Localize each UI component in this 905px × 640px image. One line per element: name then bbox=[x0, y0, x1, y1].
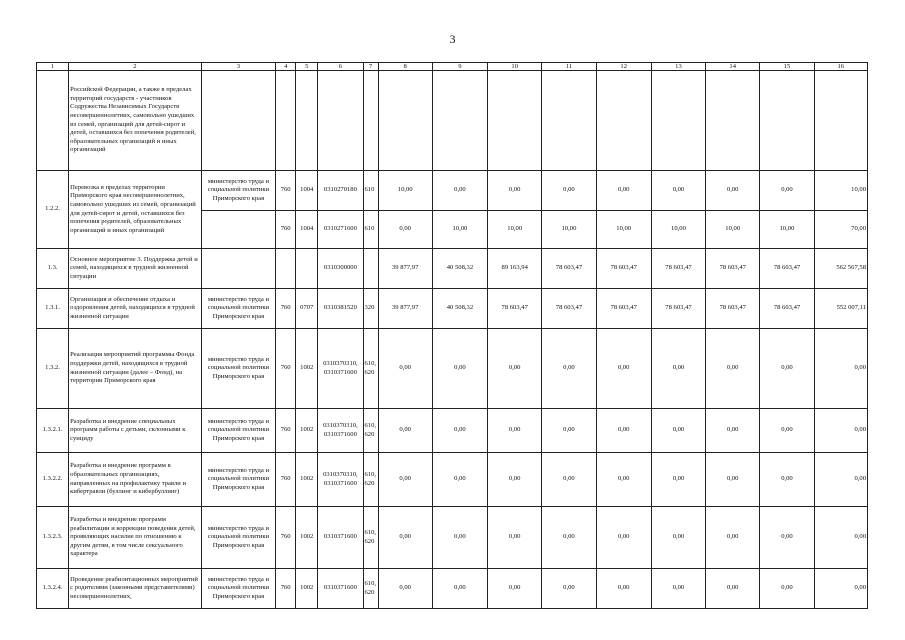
value-cell bbox=[542, 71, 596, 171]
item-executor: министерство труда и социальной политики Приморского края bbox=[201, 289, 275, 329]
header-cell: 3 bbox=[201, 63, 275, 71]
code-grbs: 760 bbox=[276, 329, 296, 409]
code-vr: 610 bbox=[363, 171, 378, 211]
code-vr: 320 bbox=[363, 289, 378, 329]
value-cell: 0,00 bbox=[378, 569, 432, 609]
item-number: 1.3.2. bbox=[37, 329, 69, 409]
code-csr: 0310300000 bbox=[318, 249, 363, 289]
code-rzpr: 1004 bbox=[296, 211, 318, 249]
value-cell bbox=[706, 71, 760, 171]
value-cell: 0,00 bbox=[488, 171, 542, 211]
value-cell: 0,00 bbox=[432, 409, 487, 453]
item-number: 1.2.2. bbox=[37, 171, 69, 249]
value-cell: 0,00 bbox=[542, 329, 596, 409]
value-cell: 0,00 bbox=[542, 569, 596, 609]
code-csr: 0310370310, 0310371600 bbox=[318, 409, 363, 453]
value-cell: 0,00 bbox=[760, 453, 814, 507]
value-cell: 0,00 bbox=[542, 507, 596, 569]
header-cell: 12 bbox=[596, 63, 651, 71]
value-cell: 10,00 bbox=[596, 211, 651, 249]
value-cell: 0,00 bbox=[488, 329, 542, 409]
total-cell: 562 567,58 bbox=[814, 249, 867, 289]
total-cell: 0,00 bbox=[814, 507, 867, 569]
item-description: Перевозка в пределах территории Приморского края несовершеннолетних, самовольно ушедших из семей, организаций для детей-сирот и детей, оставшихся без попечения родителей, образовательных организаций и иных организаций bbox=[69, 171, 202, 249]
value-cell: 0,00 bbox=[488, 409, 542, 453]
column-number-row bbox=[37, 63, 868, 71]
item-description: Разработка и внедрение программ в образовательных организациях, направленных на профилактику травли и кибертравли (буллинг и кибербуллинг) bbox=[69, 453, 202, 507]
value-cell: 39 877,97 bbox=[378, 249, 432, 289]
code-rzpr: 1002 bbox=[296, 453, 318, 507]
value-cell: 39 877,97 bbox=[378, 289, 432, 329]
total-cell: 552 007,11 bbox=[814, 289, 867, 329]
value-cell: 0,00 bbox=[651, 569, 705, 609]
code-csr: 0310370310, 0310371600 bbox=[318, 453, 363, 507]
table-row bbox=[37, 507, 868, 569]
value-cell: 0,00 bbox=[432, 171, 487, 211]
value-cell: 0,00 bbox=[596, 409, 651, 453]
table-row bbox=[37, 409, 868, 453]
value-cell bbox=[488, 71, 542, 171]
value-cell: 89 163,94 bbox=[488, 249, 542, 289]
value-cell: 0,00 bbox=[651, 171, 705, 211]
code-grbs: 760 bbox=[276, 409, 296, 453]
value-cell: 10,00 bbox=[651, 211, 705, 249]
code-rzpr: 1002 bbox=[296, 409, 318, 453]
value-cell bbox=[651, 71, 705, 171]
value-cell: 10,00 bbox=[706, 211, 760, 249]
value-cell: 0,00 bbox=[378, 453, 432, 507]
code-vr: 610, 620 bbox=[363, 409, 378, 453]
header-cell: 6 bbox=[318, 63, 363, 71]
code-csr: 0310271600 bbox=[318, 211, 363, 249]
value-cell: 0,00 bbox=[706, 453, 760, 507]
value-cell: 0,00 bbox=[488, 569, 542, 609]
item-executor: министерство труда и социальной политики Приморского края bbox=[201, 453, 275, 507]
header-cell: 11 bbox=[542, 63, 596, 71]
item-number bbox=[37, 71, 69, 171]
value-cell: 0,00 bbox=[378, 409, 432, 453]
value-cell: 0,00 bbox=[706, 569, 760, 609]
table-row bbox=[37, 569, 868, 609]
value-cell: 10,00 bbox=[488, 211, 542, 249]
header-cell: 1 bbox=[37, 63, 69, 71]
code-vr: 610, 620 bbox=[363, 569, 378, 609]
value-cell: 0,00 bbox=[596, 569, 651, 609]
item-number: 1.3.2.4. bbox=[37, 569, 69, 609]
item-executor: министерство труда и социальной политики Приморского края bbox=[201, 171, 275, 211]
value-cell: 0,00 bbox=[651, 329, 705, 409]
item-description: Проведение реабилитационных мероприятий с родителями (законными представителями) несовершеннолетних, bbox=[69, 569, 202, 609]
value-cell: 0,00 bbox=[760, 329, 814, 409]
code-grbs: 760 bbox=[276, 453, 296, 507]
page-number: 3 bbox=[449, 32, 456, 46]
value-cell: 0,00 bbox=[432, 329, 487, 409]
value-cell: 0,00 bbox=[432, 569, 487, 609]
value-cell: 10,00 bbox=[378, 171, 432, 211]
value-cell: 0,00 bbox=[760, 507, 814, 569]
value-cell: 0,00 bbox=[651, 507, 705, 569]
code-csr: 0310371600 bbox=[318, 507, 363, 569]
value-cell: 0,00 bbox=[596, 329, 651, 409]
table-row bbox=[37, 453, 868, 507]
code-grbs: 760 bbox=[276, 289, 296, 329]
value-cell bbox=[378, 71, 432, 171]
value-cell: 0,00 bbox=[760, 171, 814, 211]
value-cell: 78 603,47 bbox=[760, 289, 814, 329]
code-csr: 0310371600 bbox=[318, 569, 363, 609]
item-number: 1.3.2.2. bbox=[37, 453, 69, 507]
value-cell: 78 603,47 bbox=[542, 249, 596, 289]
header-cell: 15 bbox=[760, 63, 814, 71]
code-vr bbox=[363, 249, 378, 289]
code-grbs: 760 bbox=[276, 507, 296, 569]
item-executor bbox=[201, 211, 275, 249]
value-cell: 0,00 bbox=[651, 409, 705, 453]
header-cell: 7 bbox=[363, 63, 378, 71]
code-csr: 0310381520 bbox=[318, 289, 363, 329]
value-cell: 0,00 bbox=[706, 329, 760, 409]
code-grbs: 760 bbox=[276, 171, 296, 211]
item-executor bbox=[201, 249, 275, 289]
code-csr bbox=[318, 71, 363, 171]
code-vr: 610 bbox=[363, 211, 378, 249]
header-cell: 16 bbox=[814, 63, 867, 71]
item-number: 1.3. bbox=[37, 249, 69, 289]
value-cell bbox=[760, 71, 814, 171]
item-description: Разработка и внедрение специальных программ работы с детьми, склонными к суициду bbox=[69, 409, 202, 453]
code-rzpr bbox=[296, 71, 318, 171]
header-cell: 5 bbox=[296, 63, 318, 71]
item-description: Российской Федерации, а также в пределах территорий государств - участников Содружества Независимых Государств несовершеннолетних, самовольно ушедших из семей, организаций для детей-сирот и детей, оставшихся без попечения родителей, образовательных организаций и иных организаций bbox=[69, 71, 202, 171]
value-cell: 78 603,47 bbox=[651, 289, 705, 329]
total-cell: 70,00 bbox=[814, 211, 867, 249]
item-executor: министерство труда и социальной политики Приморского края bbox=[201, 569, 275, 609]
header-cell: 13 bbox=[651, 63, 705, 71]
value-cell: 0,00 bbox=[596, 453, 651, 507]
value-cell: 0,00 bbox=[760, 409, 814, 453]
value-cell: 0,00 bbox=[706, 507, 760, 569]
value-cell: 40 508,32 bbox=[432, 249, 487, 289]
table-row bbox=[37, 171, 868, 211]
value-cell: 78 603,47 bbox=[706, 289, 760, 329]
item-executor: министерство труда и социальной политики Приморского края bbox=[201, 329, 275, 409]
value-cell: 0,00 bbox=[596, 507, 651, 569]
item-description: Разработка и внедрение программ реабилитации и коррекции поведения детей, проявляющих насилие по отношению к другим детям, в том числе сексуального характера bbox=[69, 507, 202, 569]
header-cell: 2 bbox=[69, 63, 202, 71]
value-cell: 0,00 bbox=[542, 453, 596, 507]
value-cell: 78 603,47 bbox=[706, 249, 760, 289]
code-rzpr bbox=[296, 249, 318, 289]
table-row bbox=[37, 329, 868, 409]
item-number: 1.3.2.1. bbox=[37, 409, 69, 453]
total-cell: 0,00 bbox=[814, 409, 867, 453]
value-cell: 0,00 bbox=[488, 453, 542, 507]
value-cell: 0,00 bbox=[488, 507, 542, 569]
budget-table bbox=[36, 62, 868, 609]
value-cell: 10,00 bbox=[760, 211, 814, 249]
table-row bbox=[37, 249, 868, 289]
value-cell: 0,00 bbox=[706, 171, 760, 211]
code-vr: 610, 620 bbox=[363, 329, 378, 409]
value-cell bbox=[596, 71, 651, 171]
value-cell: 0,00 bbox=[542, 171, 596, 211]
code-rzpr: 1004 bbox=[296, 171, 318, 211]
value-cell: 0,00 bbox=[651, 453, 705, 507]
value-cell: 10,00 bbox=[542, 211, 596, 249]
value-cell: 78 603,47 bbox=[488, 289, 542, 329]
code-grbs: 760 bbox=[276, 211, 296, 249]
item-description: Реализация мероприятий программы Фонда поддержки детей, находящихся в трудной жизненной ситуации (далее – Фонд), на территории Приморского края bbox=[69, 329, 202, 409]
header-cell: 10 bbox=[488, 63, 542, 71]
item-number: 1.3.1. bbox=[37, 289, 69, 329]
total-cell: 0,00 bbox=[814, 329, 867, 409]
value-cell: 0,00 bbox=[596, 171, 651, 211]
value-cell: 0,00 bbox=[378, 211, 432, 249]
total-cell: 0,00 bbox=[814, 453, 867, 507]
code-rzpr: 1002 bbox=[296, 329, 318, 409]
table-row bbox=[37, 71, 868, 171]
total-cell bbox=[814, 71, 867, 171]
value-cell: 0,00 bbox=[378, 329, 432, 409]
header-cell: 8 bbox=[378, 63, 432, 71]
value-cell: 0,00 bbox=[760, 569, 814, 609]
item-executor bbox=[201, 71, 275, 171]
value-cell: 0,00 bbox=[378, 507, 432, 569]
value-cell: 0,00 bbox=[432, 453, 487, 507]
value-cell bbox=[432, 71, 487, 171]
item-description: Основное мероприятие 3. Поддержка детей и семей, находящихся в трудной жизненной ситуации bbox=[69, 249, 202, 289]
code-rzpr: 1002 bbox=[296, 569, 318, 609]
item-executor: министерство труда и социальной политики Приморского края bbox=[201, 507, 275, 569]
value-cell: 78 603,47 bbox=[596, 249, 651, 289]
header-cell: 9 bbox=[432, 63, 487, 71]
code-csr: 0310270180 bbox=[318, 171, 363, 211]
table-row bbox=[37, 289, 868, 329]
item-description: Организация и обеспечение отдыха и оздоровления детей, находящихся в трудной жизненной ситуации bbox=[69, 289, 202, 329]
value-cell: 10,00 bbox=[432, 211, 487, 249]
code-csr: 0310370310, 0310371600 bbox=[318, 329, 363, 409]
value-cell: 78 603,47 bbox=[651, 249, 705, 289]
header-cell: 14 bbox=[706, 63, 760, 71]
code-vr: 610, 620 bbox=[363, 507, 378, 569]
value-cell: 0,00 bbox=[706, 409, 760, 453]
item-number: 1.3.2.3. bbox=[37, 507, 69, 569]
item-executor: министерство труда и социальной политики Приморского края bbox=[201, 409, 275, 453]
code-grbs bbox=[276, 71, 296, 171]
code-grbs: 760 bbox=[276, 569, 296, 609]
value-cell: 0,00 bbox=[542, 409, 596, 453]
total-cell: 0,00 bbox=[814, 569, 867, 609]
value-cell: 78 603,47 bbox=[596, 289, 651, 329]
code-grbs bbox=[276, 249, 296, 289]
code-rzpr: 1002 bbox=[296, 507, 318, 569]
code-rzpr: 0707 bbox=[296, 289, 318, 329]
header-cell: 4 bbox=[276, 63, 296, 71]
code-vr bbox=[363, 71, 378, 171]
code-vr: 610, 620 bbox=[363, 453, 378, 507]
value-cell: 78 603,47 bbox=[760, 249, 814, 289]
total-cell: 10,00 bbox=[814, 171, 867, 211]
value-cell: 78 603,47 bbox=[542, 289, 596, 329]
value-cell: 40 508,32 bbox=[432, 289, 487, 329]
value-cell: 0,00 bbox=[432, 507, 487, 569]
